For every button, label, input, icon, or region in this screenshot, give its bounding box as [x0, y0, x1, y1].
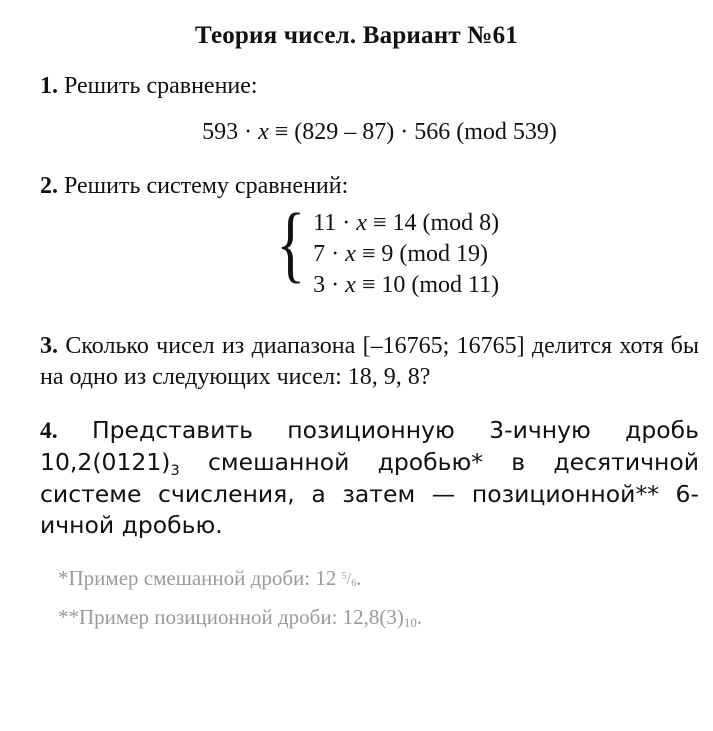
- footnote-2-text: Пример позиционной дроби: 12,8(3): [79, 604, 404, 629]
- footnote-2-base-subscript: 10: [403, 615, 417, 631]
- system-equations: [313, 208, 499, 302]
- footnote-2-tail: .: [416, 604, 423, 629]
- task-3: [0, 331, 713, 393]
- document-page: [0, 22, 713, 731]
- equation-coefficient: 3 ·: [313, 271, 340, 298]
- task-4: [0, 415, 713, 540]
- task-4-text-part1: Представить позиционную 3-ичную дробь 10,2(0121): [40, 416, 699, 477]
- footnote-2-marker: **: [58, 604, 79, 629]
- task-2-heading: [40, 172, 699, 201]
- task-3-text: Сколько чисел из диапазона [–16765; 16765] делится хотя бы на одно из следующих чисел: 18, 9, 8?: [40, 333, 700, 391]
- footnote-2: [58, 606, 713, 629]
- task-4-number: 4.: [40, 418, 58, 445]
- footnote-1-tail: .: [356, 565, 362, 590]
- task-3-number: 3.: [40, 333, 58, 360]
- footnote-1-text: Пример смешанной дроби: 12: [68, 565, 342, 590]
- task-1-text: Решить сравнение:: [64, 73, 258, 99]
- task-1-formula: [40, 119, 699, 146]
- footnote-1: [58, 567, 713, 590]
- equation-coefficient: 7 ·: [313, 240, 340, 267]
- task-1: [0, 72, 713, 146]
- footnote-1-marker: *: [58, 565, 69, 590]
- task-2: [0, 172, 713, 301]
- task-1-heading: [40, 72, 699, 101]
- equation-coefficient: 11 ·: [313, 209, 351, 236]
- equation-rest: ≡ 9 (mod 19): [361, 240, 488, 267]
- task-2-number: 2.: [40, 173, 58, 200]
- system-row: [313, 270, 499, 301]
- fraction-slash: /: [346, 568, 352, 588]
- task-2-system: [40, 194, 699, 302]
- equation-variable: x: [345, 271, 356, 298]
- formula-rhs: ≡ (829 – 87) · 566 (mod 539): [274, 119, 557, 146]
- task-2-text: Решить систему сравнений:: [64, 173, 349, 200]
- formula-variable: x: [258, 119, 269, 146]
- system-row: [313, 239, 499, 270]
- footnotes: [0, 567, 713, 629]
- equation-variable: x: [356, 209, 367, 236]
- task-4-text-part2: смешанной дробью* в десятичной системе счисления, а затем — позиционной** 6-ичной дробью.: [40, 448, 699, 539]
- left-curly-brace-icon: {: [276, 194, 305, 291]
- footnote-1-fraction: [342, 570, 357, 588]
- task-4-base-subscript: 3: [170, 461, 180, 479]
- equation-rest: ≡ 14 (mod 8): [372, 209, 500, 236]
- fraction-numerator: 5: [341, 571, 347, 582]
- page-title: Теория чисел. Вариант №61: [195, 22, 518, 49]
- equation-rest: ≡ 10 (mod 11): [361, 271, 500, 298]
- equation-variable: x: [345, 240, 356, 267]
- task-1-number: 1.: [40, 73, 58, 99]
- formula-lhs-coefficient: 593 ·: [202, 119, 253, 146]
- fraction-denominator: 6: [351, 578, 357, 590]
- system-row: [313, 208, 499, 239]
